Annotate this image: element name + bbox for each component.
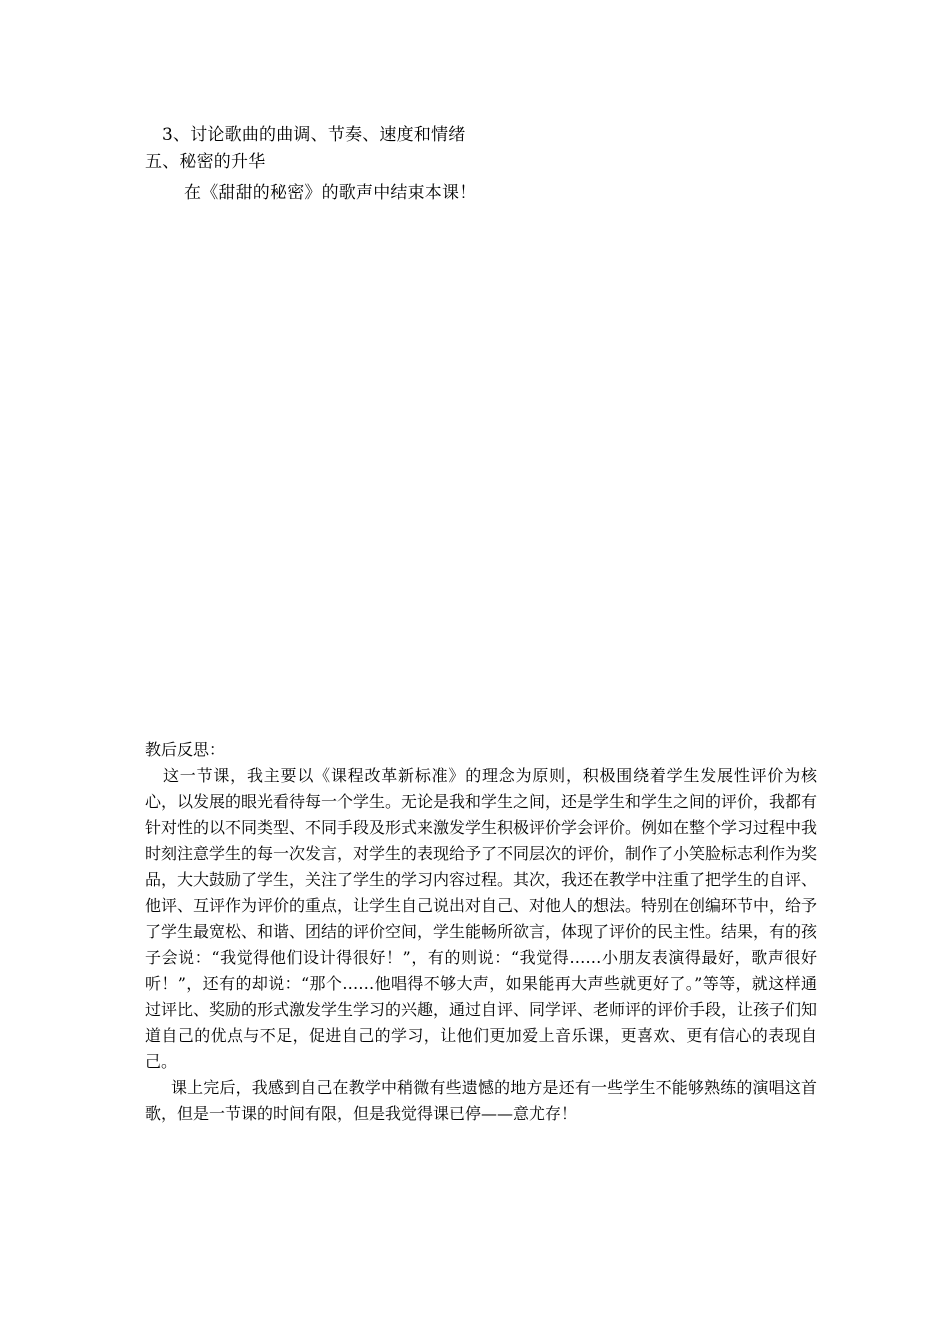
- reflection-paragraph-2: 课上完后，我感到自己在教学中稍微有些遗憾的地方是还有一些学生不能够熟练的演唱这首歌，但是一节课的时间有限，但是我觉得课已停——意尤存！: [145, 1078, 817, 1123]
- section-5-title: 五、秘密的升华: [145, 152, 266, 172]
- reflection-section: [145, 737, 817, 1127]
- reflection-heading: 教后反思：: [145, 740, 226, 759]
- lesson-step-3: 3、讨论歌曲的曲调、节奏、速度和情绪: [162, 125, 466, 145]
- section-5-text: 在《甜甜的秘密》的歌声中结束本课！: [184, 183, 477, 203]
- reflection-paragraph-1: 这一节课，我主要以《课程改革新标准》的理念为原则，积极围绕着学生发展性评价为核心，以发展的眼光看待每一个学生。无论是我和学生之间，还是学生和学生之间的评价，我都有针对性的以不同类型、不同手段及形式来激发学生积极评价学会评价。例如在整个学习过程中我时刻注意学生的每一次发言，对学生的表现给予了不同层次的评价，制作了小笑脸标志利作为奖品，大大鼓励了学生，关注了学生的学习内容过程。其次，我还在教学中注重了把学生的自评、他评、互评作为评价的重点，让学生自己说出对自己、对他人的想法。特别在创编环节中，给予了学生最宽松、和谐、团结的评价空间，学生能畅所欲言，体现了评价的民主性。结果，有的孩子会说：“我觉得他们设计得很好！”，有的则说：“我觉得……小朋友表演得最好，歌声很好听！”，还有的却说：“那个……他唱得不够大声，如果能再大声些就更好了。”等等，就这样通过评比、奖励的形式激发学生学习的兴趣，通过自评、同学评、老师评的评价手段，让孩子们知道自己的优点与不足，促进自己的学习，让他们更加爱上音乐课，更喜欢、更有信心的表现自己。: [145, 766, 818, 1071]
